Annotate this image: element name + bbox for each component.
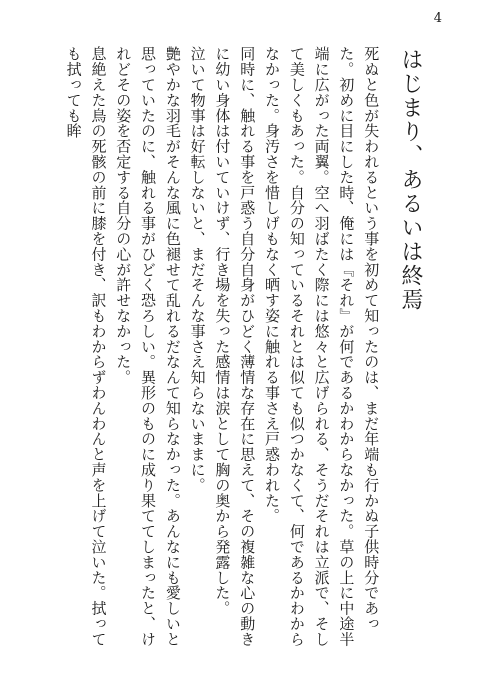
paragraph: 泣いて物事は好転しないと、まだそんな事さえ知らないままに。 xyxy=(188,46,207,493)
paragraph: 同時に、触れる事を戸惑う自分自身がひどく薄情な存在に思えて、その複雑な心の動きに幼い身体は付いていけず、行き場を失った感情は涙として胸の奥から発露した。 xyxy=(213,46,257,647)
body-text xyxy=(61,46,383,656)
chapter-title: はじまり、あるいは終焉 xyxy=(398,48,423,312)
paragraph: 艶やかな羽毛がそんな風に色褪せて乱れるだなんて知らなかった。あんなにも愛しいと思っていたのに、触れる事がひどく恐ろしい。異形のものに成り果ててしまったと、けれどその姿を否定する自分の心が許せなかった。 xyxy=(114,46,182,647)
vertical-text-block xyxy=(61,46,422,656)
paragraph: 息絶えた鳥の死骸の前に膝を付き、訳もわからずわんわんと声を上げて泣いた。拭っても拭っても眸 xyxy=(64,46,108,647)
page-number: 4 xyxy=(433,11,442,26)
paragraph: 死ぬと色が失われるという事を初めて知ったのは、まだ年端も行かぬ子供時分であった。初めに目にした時、俺には『それ』が何であるかわからなかった。草の上に中途半端に広がった両翼。空へ羽ばたく際には悠々と広げられる、そうだそれは立派で、そして美しくもあった。自分の知っているそれとは似ても似つかなくて、何であるかわからなかった。身汚さを惜しげもなく晒す姿に触れる事さえ戸惑われた。 xyxy=(263,46,381,647)
